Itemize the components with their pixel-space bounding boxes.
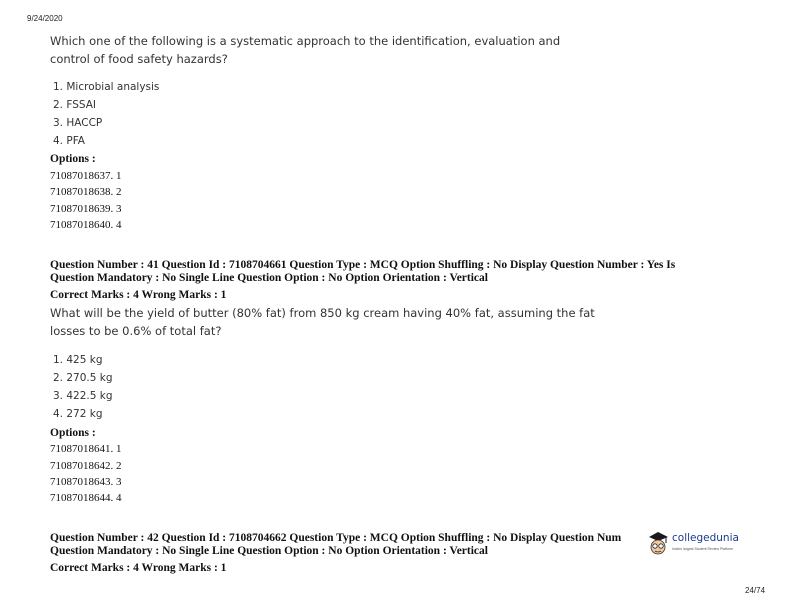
- q41-option-id-4: 71087018644. 4: [50, 492, 122, 504]
- graduate-mascot-icon: [647, 530, 669, 556]
- q41-text-line-1: What will be the yield of butter (80% fat) from 850 kg cream having 40% fat, assuming the fat: [50, 306, 595, 320]
- q40-choice-2: 2. FSSAI: [53, 99, 97, 111]
- q40-text-line-2: control of food safety hazards?: [50, 52, 228, 66]
- page-date: 9/24/2020: [27, 14, 63, 23]
- q42-meta-line-2: Question Mandatory : No Single Line Question Option : No Option Orientation : Vertical: [50, 545, 488, 557]
- q40-option-id-4: 71087018640. 4: [50, 219, 122, 231]
- q41-option-id-2: 71087018642. 2: [50, 460, 122, 472]
- q41-choice-4: 4. 272 kg: [53, 408, 103, 420]
- collegedunia-logo: [647, 528, 747, 558]
- q41-choice-3: 3. 422.5 kg: [53, 390, 113, 402]
- logo-name: collegedunia: [672, 532, 739, 544]
- q40-text-line-1: Which one of the following is a systematic approach to the identification, evaluation and: [50, 34, 561, 48]
- page-number: 24/74: [745, 586, 766, 595]
- q41-choice-2: 2. 270.5 kg: [53, 372, 113, 384]
- q41-marks: Correct Marks : 4 Wrong Marks : 1: [50, 289, 227, 301]
- q42-meta-line-1: Question Number : 42 Question Id : 7108704662 Question Type : MCQ Option Shuffling : No Display Question Num: [50, 532, 622, 544]
- q41-option-id-3: 71087018643. 3: [50, 476, 122, 488]
- q40-choice-4: 4. PFA: [53, 135, 85, 147]
- q40-options-label: Options :: [50, 153, 96, 165]
- q40-option-id-3: 71087018639. 3: [50, 203, 122, 215]
- q41-choice-1: 1. 425 kg: [53, 354, 103, 366]
- q41-meta-line-2: Question Mandatory : No Single Line Question Option : No Option Orientation : Vertical: [50, 272, 488, 284]
- q40-option-id-2: 71087018638. 2: [50, 186, 122, 198]
- logo-tagline: India's largest Student Review Platform: [672, 547, 733, 551]
- q40-choice-1: 1. Microbial analysis: [53, 81, 160, 93]
- q41-options-label: Options :: [50, 427, 96, 439]
- q42-marks: Correct Marks : 4 Wrong Marks : 1: [50, 562, 227, 574]
- q40-choice-3: 3. HACCP: [53, 117, 103, 129]
- q40-option-id-1: 71087018637. 1: [50, 170, 122, 182]
- q41-option-id-1: 71087018641. 1: [50, 443, 122, 455]
- q41-meta-line-1: Question Number : 41 Question Id : 7108704661 Question Type : MCQ Option Shuffling : No Display Question Number : Yes Is: [50, 259, 676, 271]
- q41-text-line-2: losses to be 0.6% of total fat?: [50, 324, 222, 338]
